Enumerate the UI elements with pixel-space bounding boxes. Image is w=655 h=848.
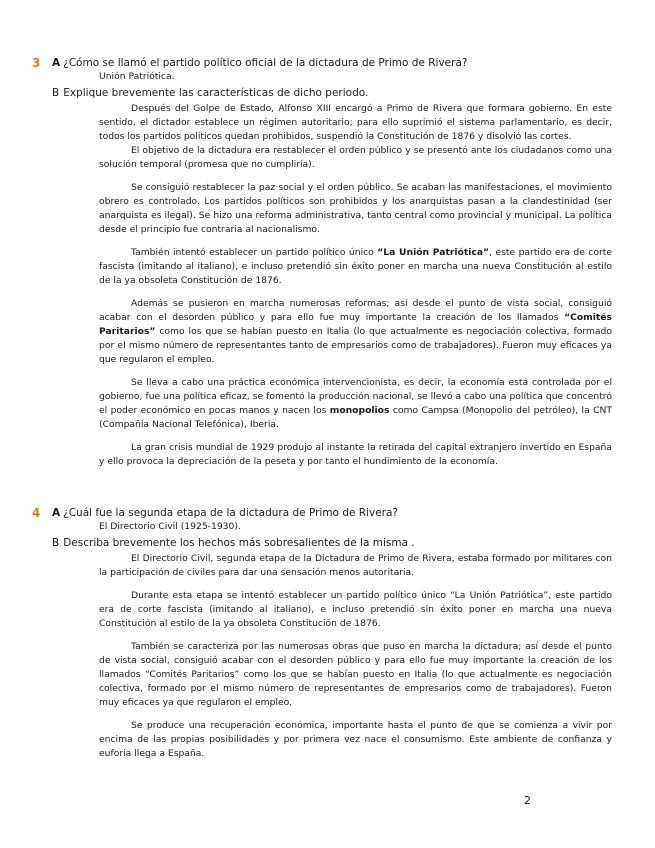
answer-body bbox=[99, 102, 612, 469]
question-part-b bbox=[52, 536, 612, 550]
paragraph-text: , este partido era de corte fascista (imitando al italiano), e incluso pretendió sin éxito poner en marcha una nueva Constitución al estilo de la ya obsoleta Constitución de 1876. bbox=[99, 247, 613, 286]
question-part-a bbox=[52, 506, 612, 520]
question-text: ¿Cómo se llamó el partido político oficial de la dictadura de Primo de Rivera? bbox=[63, 57, 468, 69]
part-label: B bbox=[52, 537, 60, 549]
paragraph: Se produce una recuperación económica, importante hasta el punto de que se comienza a vivir por encima de las propias posibilidades y por primera vez nace el consumismo. Este ambiente de confianza y euforia llega a España. bbox=[99, 720, 612, 759]
paragraph: Se consiguió restablecer la paz social y el orden público. Se acaban las manifestaciones, el movimiento obrero es controlado. Los partidos políticos son prohibidos y los anarquistas pasan a la clandestinidad (ser anarquista es ilegal). Se hizo una reforma administrativa, tanto central como provincial y municipal. La política desde el principio fue contraria al nacionalismo. bbox=[99, 182, 612, 235]
paragraph-text: También intentó establecer un partido político único bbox=[131, 247, 378, 258]
answer-body bbox=[99, 552, 612, 761]
question-4 bbox=[32, 506, 612, 770]
paragraph bbox=[99, 246, 612, 288]
bold-term: monopolios bbox=[329, 405, 390, 416]
paragraph bbox=[99, 376, 612, 432]
question-part-b bbox=[52, 86, 612, 100]
paragraph: También se caracteriza por las numerosas obras que puso en marcha la dictadura; así desde el punto de vista social, consiguió acabar con el desorden público y para ello fue muy importante la creación de los llamados “Comités Paritarios” como los que se habían puesto en Italia (lo que actualmente es negociación colectiva, formado por el mismo número de representantes de empresarios como de trabajadores). Fueron muy eficaces ya que regularon el empleo. bbox=[99, 641, 612, 708]
question-text: Explique brevemente las características de dicho periodo. bbox=[63, 87, 369, 99]
paragraph: La gran crisis mundial de 1929 produjo al instante la retirada del capital extranjero invertido en España y ello provoca la depreciación de la peseta y por tanto el hundimiento de la economía. bbox=[99, 442, 612, 467]
question-text: Describa brevemente los hechos más sobresalientes de la misma . bbox=[63, 537, 415, 549]
paragraph-text: Se lleva a cabo una práctica económica intervencionista, es decir, la economía está controlada por el gobierno, fue una política eficaz, se fomentó la producción nacional, se llevó a cabo una política que concentró el poder económico en pocas manos y nacen los bbox=[99, 377, 612, 416]
part-label: B bbox=[52, 87, 60, 99]
bold-term: “La Unión Patriótica” bbox=[377, 247, 490, 258]
paragraph-text: Además se pusieron en marcha numerosas reformas; así desde el punto de vista social, consiguió acabar con el desorden público y para ello fue muy importante la creación de los llamados bbox=[99, 298, 612, 323]
question-text: ¿Cuál fue la segunda etapa de la dictadura de Primo de Rivera? bbox=[63, 507, 398, 519]
question-number: 4 bbox=[32, 506, 41, 520]
question-3 bbox=[32, 56, 612, 478]
part-label: A bbox=[52, 57, 61, 69]
part-label: A bbox=[52, 507, 61, 519]
paragraph bbox=[99, 297, 612, 367]
question-part-a bbox=[52, 56, 612, 70]
answer-text: Unión Patriótica. bbox=[99, 71, 175, 82]
paragraph: Durante esta etapa se intentó establecer un partido político único “La Unión Patriótica”, este partido era de corte fascista (imitando al italiano), e incluso pretendió sin éxito poner en marcha una nueva Constitución al estilo de la ya obsoleta Constitución de 1876. bbox=[99, 590, 612, 629]
paragraph-text: como los que se habían puesto en Italia (lo que actualmente es negociación colectiva, formado por el mismo número de representantes tanto de empresarios como de trabajadores). Fueron muy eficaces ya que regularon el empleo. bbox=[99, 326, 612, 365]
paragraph: El objetivo de la dictadura era restablecer el orden público y se presentó ante los ciudadanos como una solución temporal (promesa que no cumpliría). bbox=[99, 145, 612, 170]
page-number: 2 bbox=[524, 794, 531, 807]
answer-text: El Directorio Civil (1925-1930). bbox=[99, 521, 241, 532]
question-number: 3 bbox=[32, 56, 41, 70]
paragraph: El Directorio Civil, segunda etapa de la Dictadura de Primo de Rivera, estaba formado por militares con la participación de civiles para dar una sensación menos autoritaria. bbox=[99, 553, 612, 578]
paragraph-text: como Campsa (Monopolio del petróleo), la CNT (Compañía Nacional Telefónica), Iberia. bbox=[99, 405, 613, 430]
paragraph: Después del Golpe de Estado, Alfonso XIII encargó a Primo de Rivera que formara gobierno. En este sentido, el dictador establece un régimen autoritario; para ello suprimió el sistema parlamentario, es decir, todos los partidos políticos quedan prohibidos, suspendió la Constitución de 1876 y disolvió las cortes. bbox=[99, 103, 612, 142]
bold-term: “Comités Paritarios” bbox=[99, 312, 612, 337]
